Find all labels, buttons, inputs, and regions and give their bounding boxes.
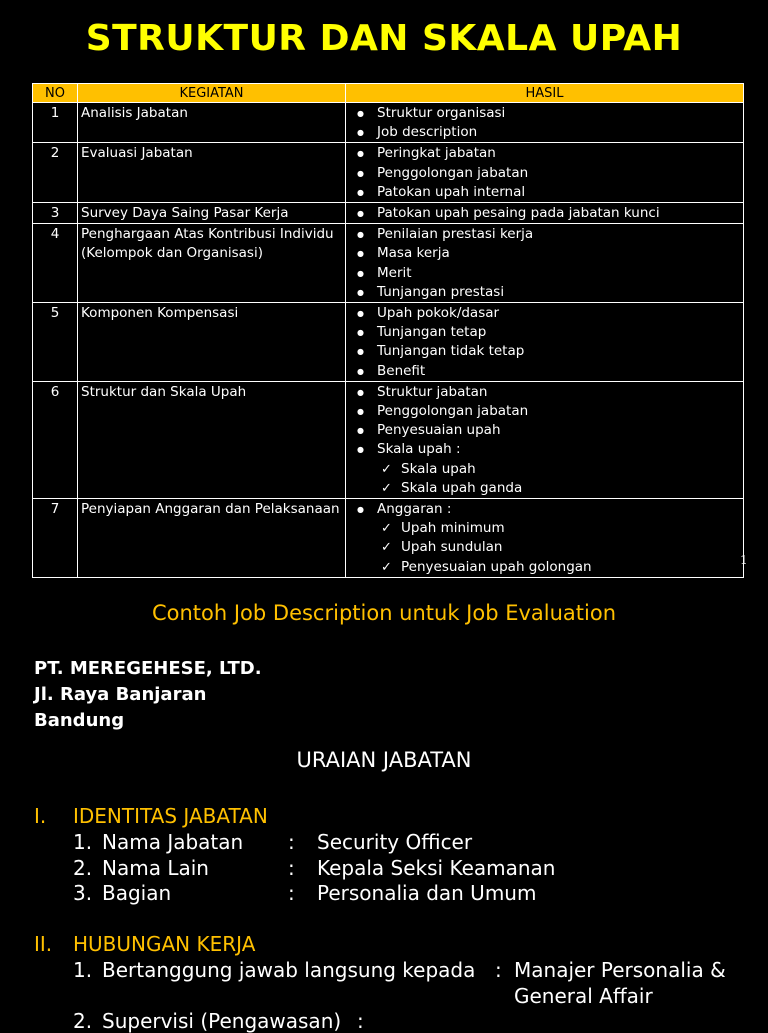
row-number: 2	[33, 143, 78, 203]
result-text: Anggaran :	[377, 501, 452, 518]
company-name: PT. MEREGEHESE, LTD.	[34, 658, 262, 679]
item-value: Security Officer	[317, 830, 473, 854]
result-item	[349, 104, 740, 123]
result-text: Tunjangan prestasi	[377, 283, 505, 300]
row-hasil	[346, 381, 744, 498]
result-text: Job description	[377, 124, 478, 141]
row-kegiatan: Komponen Kompensasi	[78, 303, 346, 382]
row-number: 5	[33, 303, 78, 382]
result-item	[349, 440, 740, 498]
item-number: 2.	[73, 856, 93, 880]
result-text: Patokan upah pesaing pada jabatan kunci	[377, 205, 660, 222]
row-number: 3	[33, 203, 78, 224]
row-number: 7	[33, 499, 78, 578]
result-text: Skala upah :	[377, 441, 461, 458]
result-item	[349, 323, 740, 342]
row-kegiatan: Analisis Jabatan	[78, 103, 346, 143]
row-number: 1	[33, 103, 78, 143]
result-item	[349, 283, 740, 302]
result-list	[349, 304, 740, 381]
result-list	[349, 383, 740, 498]
header-no: NO	[33, 84, 78, 103]
sub-result-list	[377, 519, 740, 577]
table-row	[33, 499, 744, 578]
sub-result-item: ✓ Upah sundulan	[377, 538, 740, 557]
item-key: Bertanggung jawab langsung kepada	[102, 958, 476, 982]
sub-result-item: ✓ Upah minimum	[377, 519, 740, 538]
company-city: Bandung	[34, 710, 125, 731]
sub-result-list	[377, 460, 740, 498]
result-item	[349, 264, 740, 283]
item-key: Bagian	[102, 881, 172, 905]
page-title: STRUKTUR DAN SKALA UPAH	[85, 18, 683, 59]
item-number: 2.	[73, 1009, 93, 1033]
row-kegiatan: Penghargaan Atas Kontribusi Individu (Kelompok dan Organisasi)	[78, 224, 346, 303]
row-number: 6	[33, 381, 78, 498]
result-text: Penggolongan jabatan	[377, 403, 529, 420]
item-number: 1.	[73, 830, 93, 854]
result-text: Struktur organisasi	[377, 105, 506, 121]
document-title: URAIAN JABATAN	[296, 748, 472, 772]
result-item	[349, 421, 740, 440]
item-number: 1.	[73, 958, 93, 982]
result-text: Peringkat jabatan	[377, 145, 496, 162]
row-hasil	[346, 303, 744, 382]
item-key: Nama Lain	[102, 856, 209, 880]
table-row	[33, 143, 744, 203]
sub-result-item: ✓ Skala upah ganda	[377, 479, 740, 498]
result-item	[349, 500, 740, 577]
result-text: Penilaian prestasi kerja	[377, 226, 534, 243]
result-item	[349, 183, 740, 202]
header-kegiatan: KEGIATAN	[78, 84, 346, 103]
row-hasil	[346, 103, 744, 143]
section-subtitle: Contoh Job Description untuk Job Evaluation	[151, 601, 617, 625]
section-label: HUBUNGAN KERJA	[73, 932, 256, 956]
table-header-row	[33, 84, 744, 103]
result-item	[349, 144, 740, 163]
item-value-continued: General Affair	[514, 984, 653, 1008]
row-kegiatan: Survey Daya Saing Pasar Kerja	[78, 203, 346, 224]
company-block	[34, 656, 262, 734]
table-row	[33, 381, 744, 498]
result-list	[349, 144, 740, 202]
result-item	[349, 225, 740, 244]
row-hasil	[346, 143, 744, 203]
result-text: Patokan upah internal	[377, 183, 526, 200]
result-item	[349, 342, 740, 361]
result-text: Merit	[377, 264, 412, 281]
section-number: I.	[34, 804, 47, 828]
item-value: Manajer Personalia &	[514, 958, 726, 982]
result-item	[349, 164, 740, 183]
item-value: Personalia dan Umum	[317, 881, 537, 905]
result-text: Upah pokok/dasar	[377, 305, 500, 322]
result-list	[349, 225, 740, 302]
result-item	[349, 244, 740, 263]
section-label: IDENTITAS JABATAN	[73, 804, 268, 828]
result-text: Penggolongan jabatan	[377, 164, 529, 181]
item-colon: :	[288, 830, 295, 854]
sub-result-item: ✓ Skala upah	[377, 460, 740, 479]
table-row	[33, 203, 744, 224]
row-hasil	[346, 224, 744, 303]
row-kegiatan: Evaluasi Jabatan	[78, 143, 346, 203]
result-text: Benefit	[377, 362, 426, 379]
page-number: 1	[740, 553, 748, 567]
item-key: Nama Jabatan	[102, 830, 244, 854]
item-value: Kepala Seksi Keamanan	[317, 856, 556, 880]
row-kegiatan: Penyiapan Anggaran dan Pelaksanaan	[78, 499, 346, 578]
item-colon: :	[288, 856, 295, 880]
section-number: II.	[34, 932, 53, 956]
table-row	[33, 224, 744, 303]
row-kegiatan: Struktur dan Skala Upah	[78, 381, 346, 498]
result-text: Tunjangan tidak tetap	[377, 343, 525, 360]
result-list	[349, 204, 740, 223]
result-text: Tunjangan tetap	[377, 324, 487, 341]
sub-result-item: ✓ Penyesuaian upah golongan	[377, 558, 740, 577]
wage-structure-table	[32, 83, 744, 578]
table-row	[33, 303, 744, 382]
result-text: Penyesuaian upah	[377, 422, 501, 439]
row-hasil	[346, 499, 744, 578]
result-item	[349, 204, 740, 223]
item-colon: :	[357, 1009, 364, 1033]
result-text: Masa kerja	[377, 245, 450, 262]
result-item	[349, 402, 740, 421]
row-hasil	[346, 203, 744, 224]
item-number: 3.	[73, 881, 93, 905]
result-item	[349, 362, 740, 381]
result-item	[349, 123, 740, 142]
result-list	[349, 500, 740, 577]
result-list	[349, 104, 740, 142]
result-item	[349, 304, 740, 323]
result-text: Struktur jabatan	[377, 383, 488, 400]
row-number: 4	[33, 224, 78, 303]
header-hasil: HASIL	[346, 84, 744, 103]
item-colon: :	[288, 881, 295, 905]
table-row	[33, 103, 744, 143]
item-key: Supervisi (Pengawasan)	[102, 1009, 342, 1033]
company-address: Jl. Raya Banjaran	[34, 684, 207, 705]
result-item	[349, 383, 740, 402]
item-colon: :	[495, 958, 502, 982]
